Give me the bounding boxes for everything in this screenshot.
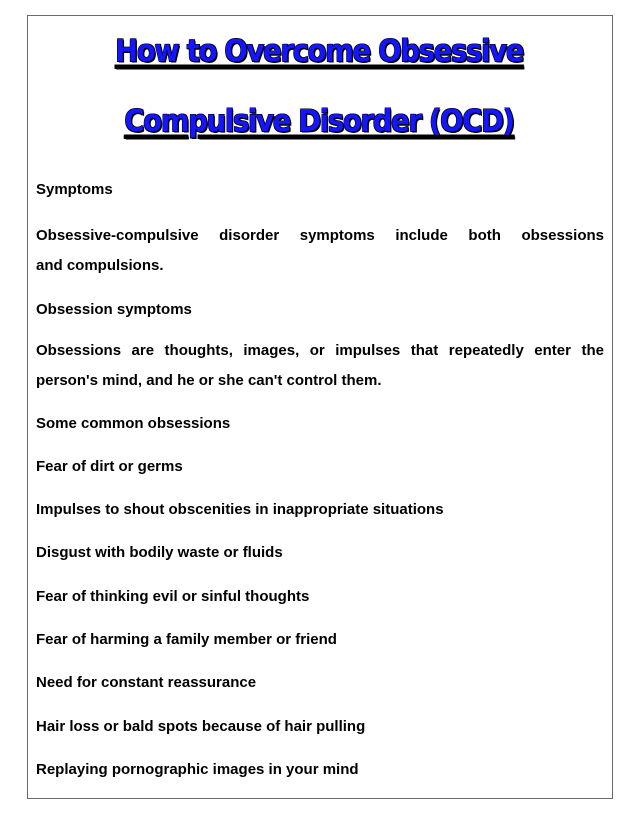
list-item: Fear of harming a family member or friend bbox=[36, 631, 337, 648]
list-item: Need for constant reassurance bbox=[36, 674, 257, 691]
heading-common-obsessions: Some common obsessions bbox=[36, 415, 231, 432]
paragraph-intro bbox=[36, 226, 604, 276]
paragraph-obsessions-line-2: person's mind, and he or she can't control them. bbox=[36, 372, 382, 389]
list-item: Replaying pornographic images in your mind bbox=[36, 761, 359, 778]
list-item: Hair loss or bald spots because of hair pulling bbox=[36, 718, 366, 735]
document-title-line-2: Compulsive Disorder (OCD) bbox=[124, 104, 514, 139]
list-item: Disgust with bodily waste or fluids bbox=[36, 544, 283, 561]
list-item: Fear of thinking evil or sinful thoughts bbox=[36, 588, 310, 605]
heading-symptoms: Symptoms bbox=[36, 181, 113, 198]
paragraph-intro-line-1: Obsessive-compulsive disorder symptoms include both obsessions bbox=[36, 227, 604, 244]
list-item: Fear of dirt or germs bbox=[36, 458, 183, 475]
heading-obsession-symptoms: Obsession symptoms bbox=[36, 301, 192, 318]
paragraph-obsessions bbox=[36, 341, 604, 391]
paragraph-intro-line-2: and compulsions. bbox=[36, 257, 164, 274]
document-title-line-1: How to Overcome Obsessive bbox=[114, 34, 524, 69]
list-item: Impulses to shout obscenities in inappropriate situations bbox=[36, 501, 444, 518]
paragraph-obsessions-line-1: Obsessions are thoughts, images, or impulses that repeatedly enter the bbox=[36, 342, 604, 359]
